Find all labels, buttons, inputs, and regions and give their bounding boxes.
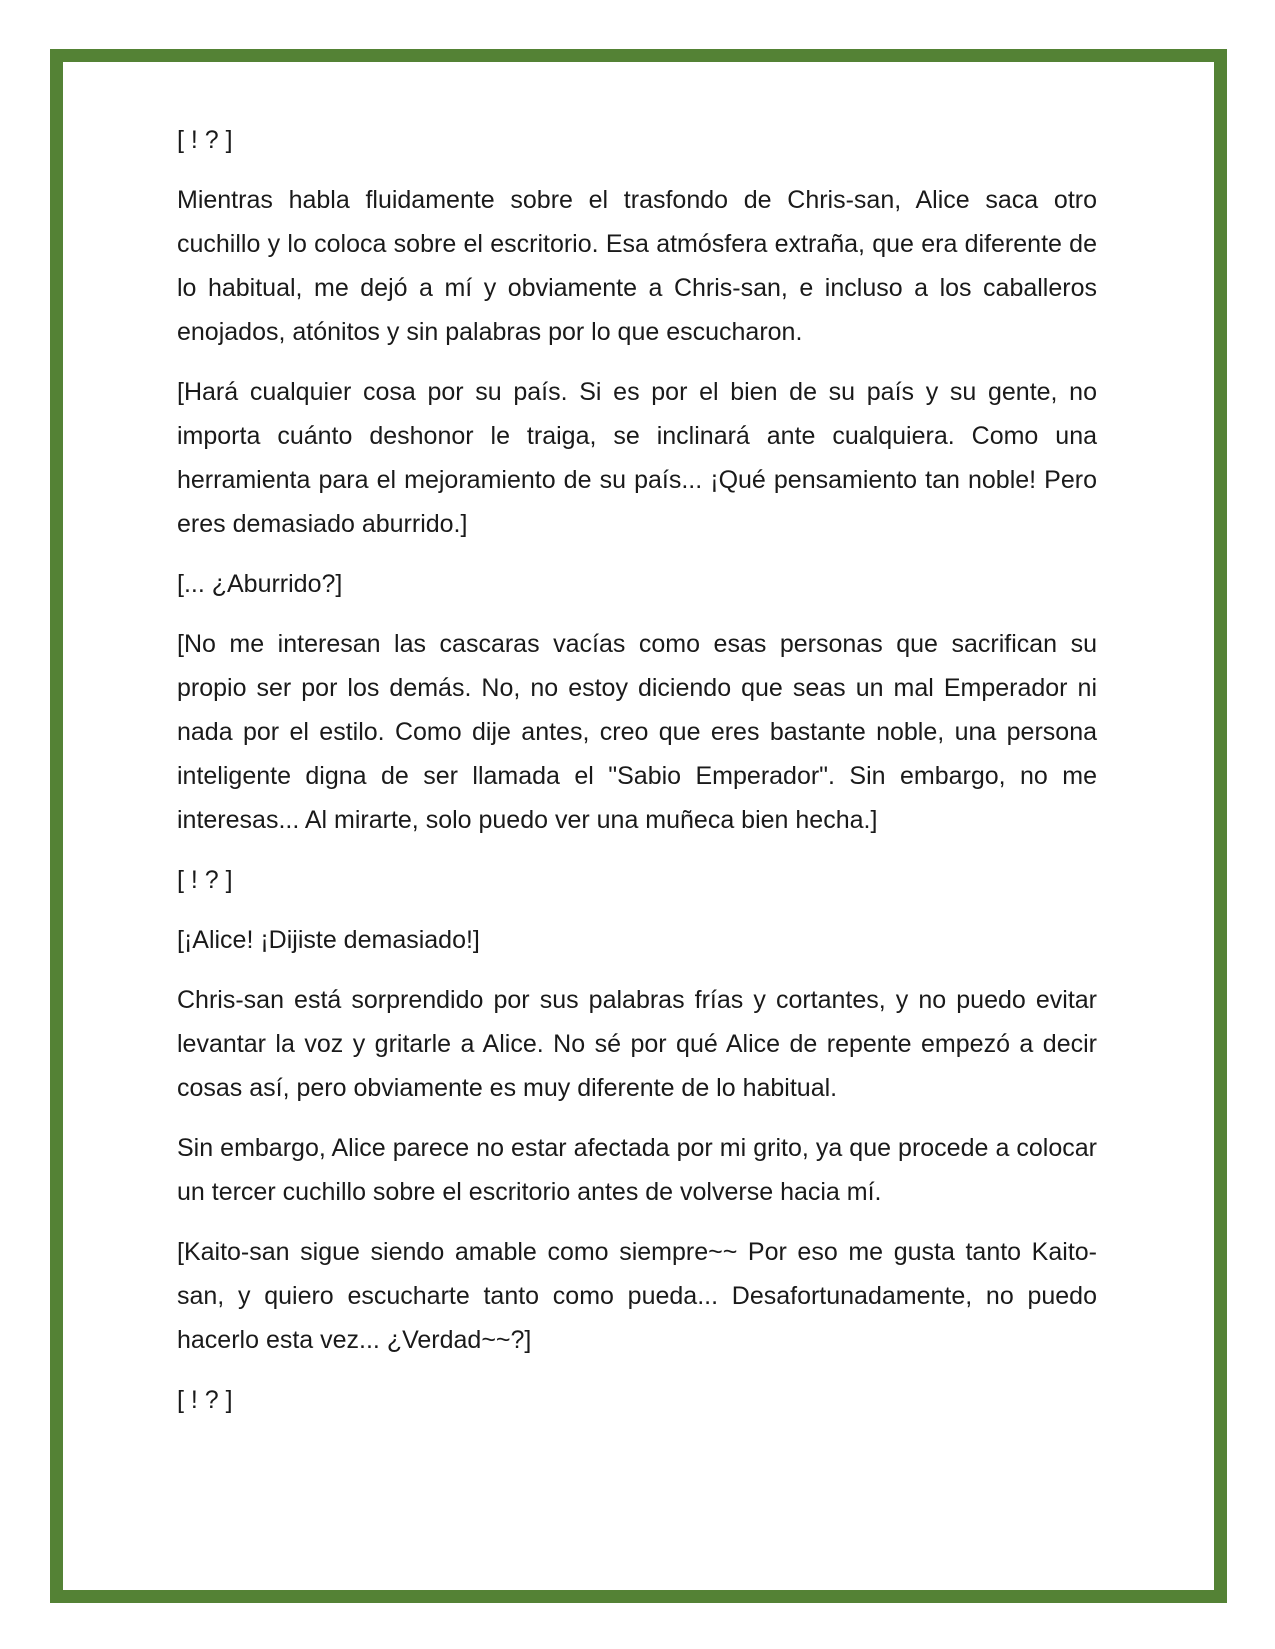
document-body [177,118,1097,1438]
paragraph-4: [... ¿Aburrido?] [177,570,343,598]
paragraph-9: Sin embargo, Alice parece no estar afectada por mi grito, ya que procede a colocar un tercer cuchillo sobre el escritorio antes de volverse hacia mí. [177,1134,1097,1206]
paragraph-3: [Hará cualquier cosa por su país. Si es por el bien de su país y su gente, no importa cuánto deshonor le traiga, se inclinará ante cualquiera. Como una herramienta para el mejoramiento de su país... ¡Qué pensamiento tan noble! Pero eres demasiado aburrido.] [177,378,1097,538]
paragraph-5: [No me interesan las cascaras vacías como esas personas que sacrifican su propio ser por los demás. No, no estoy diciendo que seas un mal Emperador ni nada por el estilo. Como dije antes, creo que eres bastante noble, una persona inteligente digna de ser llamada el "Sabio Emperador". Sin embargo, no me interesas... Al mirarte, solo puedo ver una muñeca bien hecha.] [177,630,1097,834]
paragraph-2: Mientras habla fluidamente sobre el trasfondo de Chris-san, Alice saca otro cuchillo y lo coloca sobre el escritorio. Esa atmósfera extraña, que era diferente de lo habitual, me dejó a mí y obviamente a Chris-san, e incluso a los caballeros enojados, atónitos y sin palabras por lo que escucharon. [177,186,1097,346]
paragraph-11: [ ! ? ] [177,1386,233,1414]
paragraph-7: [¡Alice! ¡Dijiste demasiado!] [177,926,480,954]
paragraph-10: [Kaito-san sigue siendo amable como siempre~~ Por eso me gusta tanto Kaito-san, y quiero escucharte tanto como pueda... Desafortunadamente, no puedo hacerlo esta vez... ¿Verdad~~?] [177,1238,1097,1354]
paragraph-1: [ ! ? ] [177,126,233,154]
paragraph-8: Chris-san está sorprendido por sus palabras frías y cortantes, y no puedo evitar levantar la voz y gritarle a Alice. No sé por qué Alice de repente empezó a decir cosas así, pero obviamente es muy diferente de lo habitual. [177,986,1097,1102]
paragraph-6: [ ! ? ] [177,866,233,894]
